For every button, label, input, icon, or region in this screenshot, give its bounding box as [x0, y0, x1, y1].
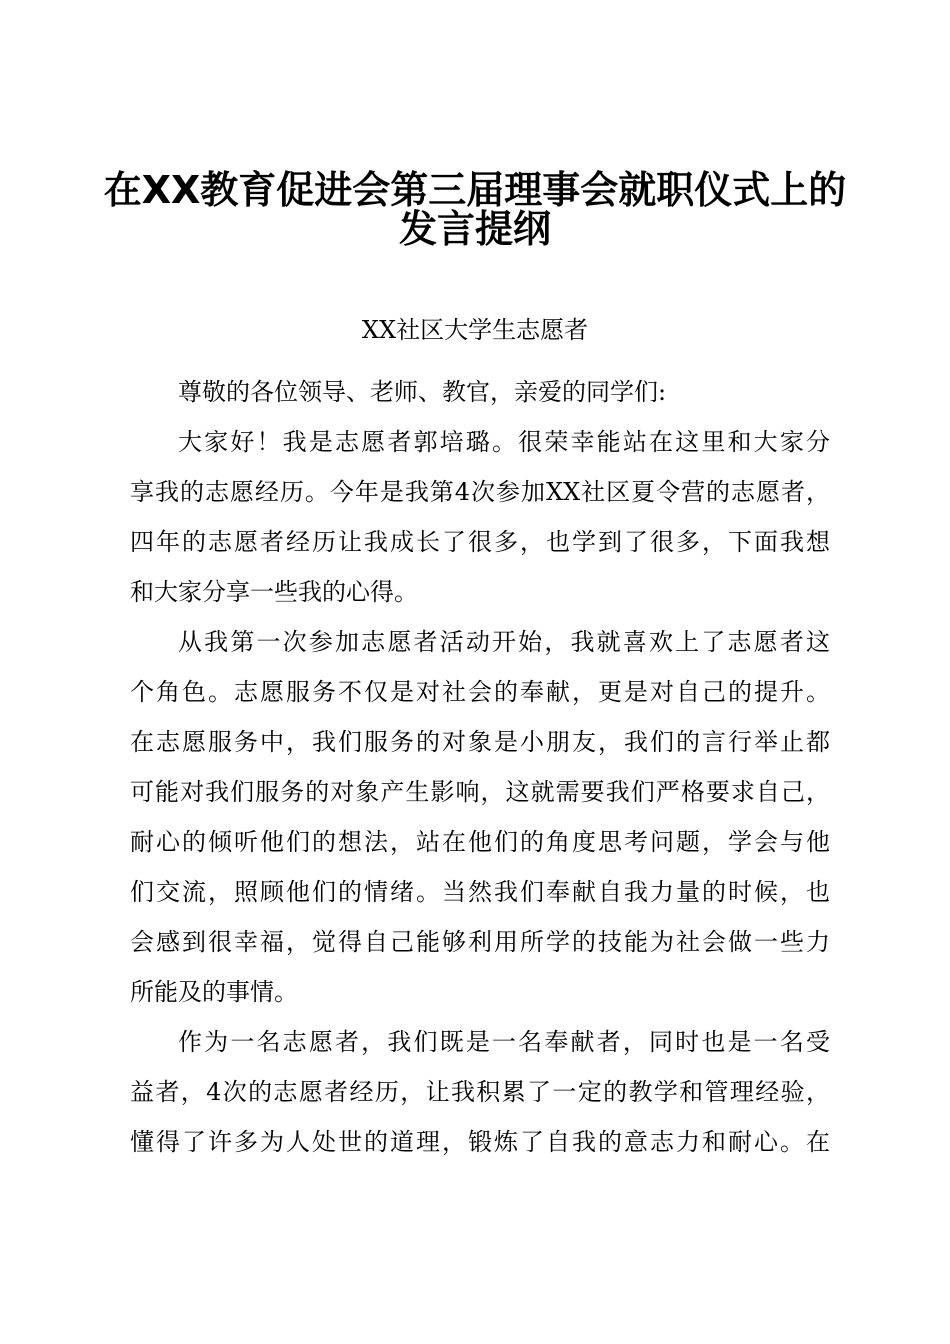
paragraph-3-line-3: 懂得了许多为人处世的道理，锻炼了自我的意志力和耐心。在 — [130, 1128, 830, 1156]
greeting: 尊敬的各位领导、老师、教官，亲爱的同学们: — [178, 378, 667, 406]
paragraph-2-line-1: 从我第一次参加志愿者活动开始，我就喜欢上了志愿者这 — [178, 628, 830, 656]
paragraph-3-line-1: 作为一名志愿者，我们既是一名奉献者，同时也是一名受 — [178, 1028, 830, 1056]
paragraph-2-line-7: 会感到很幸福，觉得自己能够利用所学的技能为社会做一些力 — [130, 928, 830, 956]
paragraph-1-line-3: 四年的志愿者经历让我成长了很多，也学到了很多，下面我想 — [130, 528, 830, 556]
paragraph-1-line-1: 大家好！我是志愿者郭培璐。很荣幸能站在这里和大家分 — [178, 428, 830, 456]
paragraph-1-line-2: 享我的志愿经历。今年是我第4次参加XX社区夏令营的志愿者， — [130, 478, 830, 506]
paragraph-2-line-6: 们交流，照顾他们的情绪。当然我们奉献自我力量的时候，也 — [130, 878, 830, 906]
document-title-line-1: 在XX教育促进会第三届理事会就职仪式上的 — [103, 168, 847, 212]
paragraph-2-line-5: 耐心的倾听他们的想法，站在他们的角度思考问题，学会与他 — [130, 828, 830, 856]
document-author: XX社区大学生志愿者 — [361, 316, 589, 344]
paragraph-2-line-2: 个角色。志愿服务不仅是对社会的奉献，更是对自己的提升。 — [130, 678, 830, 706]
paragraph-1-line-4: 和大家分享一些我的心得。 — [130, 578, 418, 606]
paragraph-3-line-2: 益者，4次的志愿者经历，让我积累了一定的教学和管理经验， — [130, 1078, 830, 1106]
paragraph-2-line-3: 在志愿服务中，我们服务的对象是小朋友，我们的言行举止都 — [130, 728, 830, 756]
document-title-line-2: 发言提纲 — [398, 207, 551, 251]
paragraph-2-line-8: 所能及的事情。 — [130, 978, 298, 1006]
paragraph-2-line-4: 可能对我们服务的对象产生影响，这就需要我们严格要求自己， — [130, 778, 830, 806]
